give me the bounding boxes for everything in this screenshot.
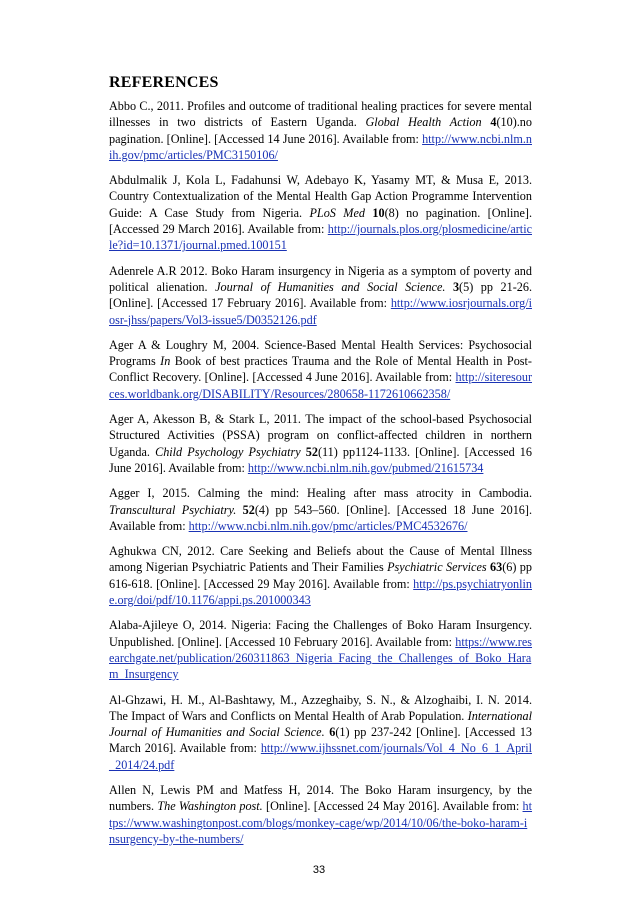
- ref-volume: 52: [242, 502, 255, 517]
- ref-text: (4) pp 543–560. [Online]. [Accessed 18 June 2016]. Available from:: [109, 502, 532, 533]
- ref-text: Aghukwa CN, 2012. Care Seeking and Beliefs about the Cause of Mental Illness among Nigerian Psychiatric Patients and Their Families: [109, 544, 532, 575]
- ref-text: Ager A, Akesson B, & Stark L, 2011. The impact of the school-based Psychosocial Structured Activities (PSSA) program on conflict-affected children in northern Uganda.: [109, 412, 532, 459]
- ref-link[interactable]: http://www.ijhssnet.com/journals/Vol_4_No_6_1_April_2014/24.pdf: [109, 741, 532, 772]
- ref-journal: Child Psychology Psychiatry: [155, 444, 301, 459]
- ref-text: (8) no pagination. [Online]. [Accessed 29 March 2016]. Available from:: [109, 205, 533, 237]
- ref-text: [445, 280, 453, 294]
- reference-entry: [109, 337, 532, 402]
- page-number: 33: [312, 864, 326, 876]
- ref-text: (10).no pagination. [Online]. [Accessed 14 June 2016]. Available from:: [109, 115, 532, 146]
- ref-text: Allen N, Lewis PM and Matfess H, 2014. The Boko Haram insurgency, by the numbers.: [109, 782, 532, 814]
- reference-entry: [109, 617, 532, 682]
- ref-text: Al-Ghzawi, H. M., Al-Bashtawy, M., Azzeghaiby, S. N., & Alzoghaibi, I. N. 2014. The Impact of Wars and Conflicts on Mental Health of Arab Population.: [109, 692, 532, 723]
- reference-entry: [109, 782, 532, 847]
- ref-journal: In: [160, 354, 171, 369]
- ref-link[interactable]: http://siteresources.worldbank.org/DISABILITY/Resources/280658-1172610662358/: [109, 370, 532, 401]
- ref-text: (1) pp 237-242 [Online]. [Accessed 13 March 2016]. Available from:: [109, 725, 533, 756]
- ref-volume: 63: [490, 560, 503, 575]
- ref-text: Alaba-Ajileye O, 2014. Nigeria: Facing the Challenges of Boko Haram Insurgency. Unpublished. [Online]. [Accessed 10 February 2016]. Available from:: [109, 618, 532, 649]
- ref-link[interactable]: https://www.washingtonpost.com/blogs/monkey-cage/wp/2014/10/06/the-boko-haram-insurgency-by-the-numbers/: [109, 799, 533, 846]
- reference-entry: [109, 98, 532, 163]
- reference-list: [109, 98, 532, 856]
- reference-entry: [109, 172, 532, 253]
- ref-text: Abbo C., 2011. Profiles and outcome of traditional healing practices for severe mental illnesses in two districts of Eastern Uganda.: [109, 99, 532, 130]
- ref-volume: 4: [490, 115, 497, 130]
- reference-entry: [109, 411, 532, 476]
- ref-link[interactable]: http://www.ncbi.nlm.nih.gov/pmc/articles/PMC3150106/: [109, 131, 532, 162]
- page-title: REFERENCES: [109, 74, 219, 91]
- ref-text: Abdulmalik J, Kola L, Fadahunsi W, Adebayo K, Yasamy MT, & Musa E, 2013. Country Contextualization of the Mental Health Gap Action Programme Intervention Guide: A Case Study from Nigeria.: [109, 173, 532, 220]
- ref-link[interactable]: http://ps.psychiatryonline.org/doi/pdf/10.1176/appi.ps.201000343: [109, 576, 532, 608]
- ref-link[interactable]: http://www.iosrjournals.org/iosr-jhss/papers/Vol3-issue5/D0352126.pdf: [109, 296, 532, 327]
- ref-journal: Global Health Action: [365, 115, 482, 130]
- reference-entry: [109, 263, 532, 328]
- ref-text: [Online]. [Accessed 24 May 2016]. Available from:: [262, 799, 523, 814]
- ref-link[interactable]: https://www.researchgate.net/publication/260311863_Nigeria_Facing_the_Challenges_of_Boko_Haram_Insurgency: [109, 634, 532, 682]
- reference-entry: [109, 692, 532, 773]
- ref-volume: 52: [305, 444, 318, 459]
- ref-text: Agger I, 2015. Calming the mind: Healing after mass atrocity in Cambodia.: [109, 486, 532, 501]
- ref-link[interactable]: http://www.ncbi.nlm.nih.gov/pmc/articles/PMC4532676/: [188, 518, 468, 533]
- ref-volume: 3: [452, 279, 460, 294]
- ref-journal: Transcultural Psychiatry.: [109, 502, 237, 517]
- ref-text: Adenrele A.R 2012. Boko Haram insurgency in Nigeria as a symptom of poverty and political alienation.: [109, 263, 532, 294]
- ref-volume: 10: [372, 205, 385, 220]
- ref-journal: Journal of Humanities and Social Science.: [215, 279, 446, 294]
- reference-entry: [109, 485, 532, 534]
- ref-text: (6) pp 616-618. [Online]. [Accessed 29 May 2016]. Available from:: [109, 560, 532, 591]
- ref-text: (5) pp 21-26. [Online]. [Accessed 17 February 2016]. Available from:: [109, 279, 533, 311]
- ref-journal: PLoS Med: [309, 205, 365, 220]
- ref-journal: The Washington post.: [157, 799, 263, 814]
- ref-journal: Psychiatric Services: [387, 560, 487, 575]
- reference-entry: [109, 543, 532, 608]
- ref-volume: 6: [329, 725, 336, 740]
- ref-link[interactable]: http://www.ncbi.nlm.nih.gov/pubmed/21615734: [247, 460, 484, 475]
- ref-link[interactable]: http://journals.plos.org/plosmedicine/article?id=10.1371/journal.pmed.100151: [109, 222, 532, 253]
- ref-text: (11) pp1124-1133. [Online]. [Accessed 16 June 2016]. Available from:: [109, 444, 532, 475]
- ref-text: Book of best practices Trauma and the Role of Mental Health in Post-Conflict Recovery. [Online]. [Accessed 4 June 2016]. Available from:: [109, 354, 532, 385]
- ref-journal: International Journal of Humanities and Social Science.: [109, 708, 532, 740]
- ref-text: Ager A & Loughry M, 2004. Science-Based Mental Health Services: Psychosocial Programs: [109, 337, 532, 369]
